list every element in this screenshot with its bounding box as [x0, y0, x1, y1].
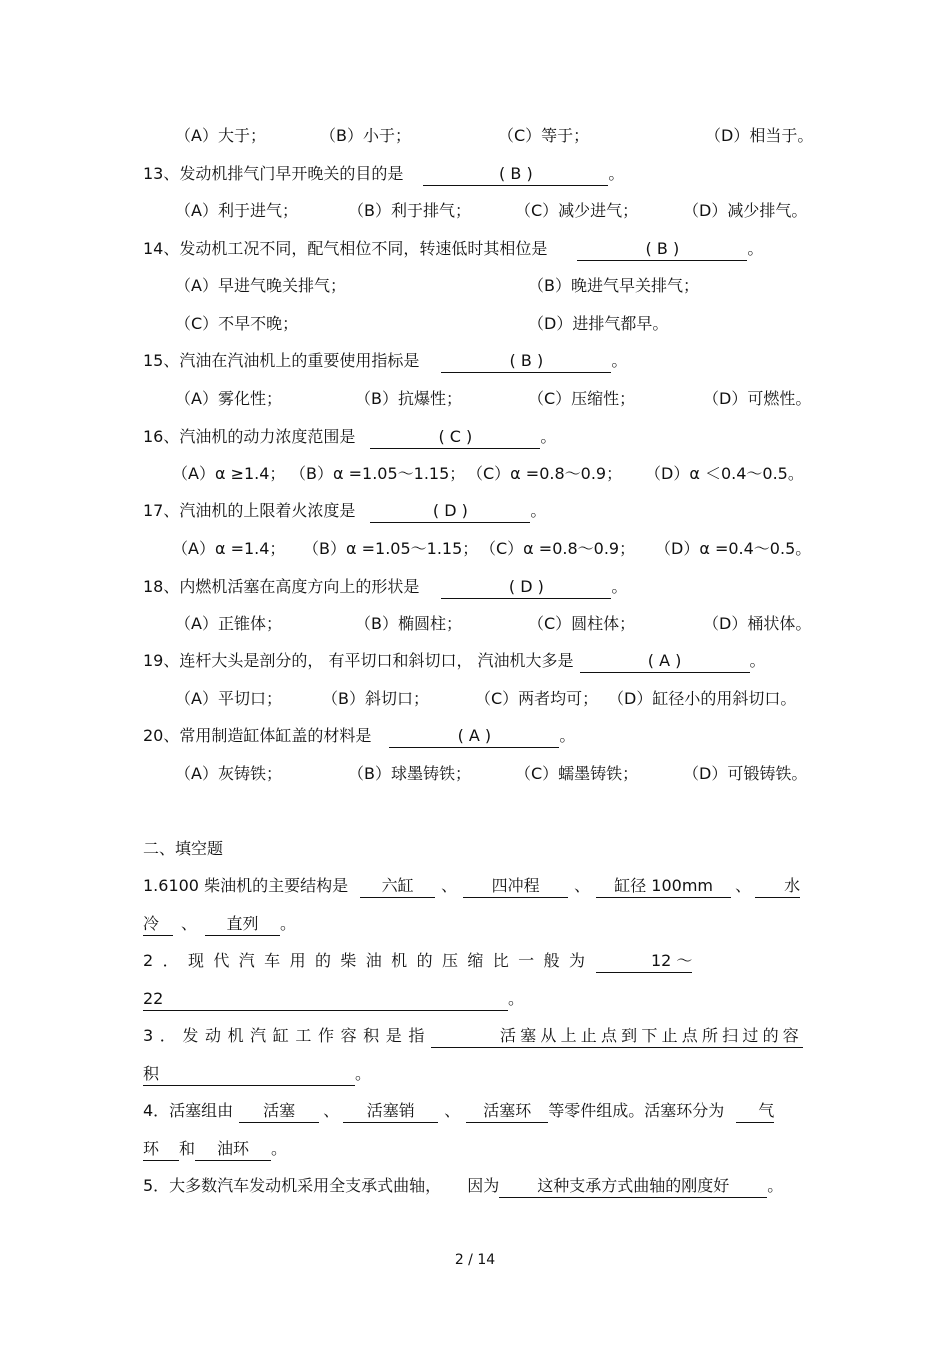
- fill-2-answer-part2: 22: [143, 989, 164, 1008]
- fill-1-end: 。: [280, 914, 297, 933]
- fill-question-2-cont: [143, 986, 524, 1011]
- q19-option-a: （A）平切口；: [175, 689, 282, 708]
- question-16-answer-blank: [370, 426, 540, 449]
- question-14-answer-blank: [577, 238, 747, 261]
- fill-question-1-cont: [143, 911, 296, 936]
- fill-1-answer-2: 四冲程: [491, 876, 540, 895]
- q16-option-c: （C）α =0.8～0.9；: [467, 464, 623, 483]
- question-15-stem: 15、汽油在汽油机上的重要使用指标是: [143, 351, 420, 370]
- q18-option-c: （C）圆柱体；: [528, 614, 636, 633]
- q19-option-d: （D）缸径小的用斜切口。: [608, 689, 797, 708]
- fill-2-blank-cont: [143, 988, 508, 1011]
- fill-1-sep-1: 、: [441, 876, 458, 895]
- fill-3-prefix: 3．发动机汽缸工作容积是指: [143, 1026, 431, 1045]
- fill-4-prefix: 4．活塞组由: [143, 1101, 234, 1120]
- question-18-answer: ( D ): [508, 577, 544, 596]
- question-19-end: 。: [749, 651, 766, 670]
- fill-1-blank-1: [360, 875, 435, 898]
- fill-1-answer-1: 六缸: [381, 876, 414, 895]
- question-18-answer-blank: [441, 576, 611, 599]
- fill-3-answer-part1: 活塞从上止点到下止点所扫过的容: [499, 1026, 803, 1045]
- fill-5-blank: [499, 1175, 767, 1198]
- question-15-end: 。: [611, 351, 628, 370]
- question-17-answer: ( D ): [432, 501, 468, 520]
- fill-2-blank: [596, 950, 692, 973]
- question-17-stem: 17、汽油机的上限着火浓度是: [143, 501, 356, 520]
- q13-option-a: （A）利于进气；: [175, 201, 298, 220]
- fill-4-blank-5: [195, 1138, 271, 1161]
- question-19-answer: ( A ): [647, 651, 682, 670]
- question-18: [143, 574, 627, 599]
- q17-option-d: （D）α =0.4～0.5。: [655, 539, 812, 558]
- fill-1-sep-4: 、: [181, 914, 198, 933]
- question-17-answer-blank: [370, 500, 530, 523]
- question-13-stem: 13、发动机排气门早开晚关的目的是: [143, 164, 404, 183]
- fill-3-answer-part2: 积: [143, 1064, 160, 1083]
- question-14-answer: ( B ): [645, 239, 680, 258]
- question-15-answer-blank: [441, 350, 611, 373]
- fill-4-blank-4: [736, 1100, 774, 1123]
- question-20: [143, 723, 575, 748]
- fill-question-4-cont: [143, 1136, 287, 1161]
- section-title: 二、填空题: [143, 839, 224, 858]
- q17-option-b: （B）α =1.05～1.15；: [303, 539, 479, 558]
- q19-option-b: （B）斜切口；: [322, 689, 429, 708]
- fill-1-answer-5: 直列: [226, 914, 259, 933]
- q13-option-c: （C）减少进气；: [515, 201, 639, 220]
- fill-1-answer-3: 缸径 100mm: [614, 876, 714, 895]
- question-16-answer: ( C ): [438, 427, 473, 446]
- fill-4-middle: 等零件组成。活塞环分为: [548, 1101, 725, 1120]
- question-14: [143, 236, 763, 261]
- question-20-stem: 20、常用制造缸体缸盖的材料是: [143, 726, 372, 745]
- q17-option-a: （A）α =1.4；: [172, 539, 286, 558]
- fill-1-sep-2: 、: [574, 876, 591, 895]
- fill-4-blank-2: [343, 1100, 438, 1123]
- q16-option-d: （D）α ＜0.4～0.5。: [645, 464, 804, 483]
- fill-question-4: [143, 1098, 774, 1123]
- q14-option-a: （A）早进气晚关排气；: [175, 276, 346, 295]
- fill-2-answer-part1: 12 ～: [650, 951, 693, 970]
- question-13: [143, 161, 624, 186]
- q15-option-c: （C）压缩性；: [528, 389, 636, 408]
- q15-option-d: （D）可燃性。: [703, 389, 812, 408]
- fill-4-sep-2: 、: [444, 1101, 461, 1120]
- question-19: [143, 648, 766, 673]
- question-20-answer-blank: [389, 725, 559, 748]
- q13-option-d: （D）减少排气。: [683, 201, 808, 220]
- fill-1-blank-4: [755, 875, 800, 898]
- q18-option-a: （A）正锥体；: [175, 614, 282, 633]
- fill-4-answer-4-part2: 环: [143, 1139, 160, 1158]
- question-16-end: 。: [540, 427, 557, 446]
- q20-option-a: （A）灰铸铁；: [175, 764, 282, 783]
- question-15-answer: ( B ): [509, 351, 544, 370]
- fill-question-2: [143, 948, 692, 973]
- fill-4-answer-2: 活塞销: [366, 1101, 415, 1120]
- fill-1-blank-4-cont: [143, 913, 173, 936]
- question-18-end: 。: [611, 577, 628, 596]
- fill-4-answer-3: 活塞环: [483, 1101, 532, 1120]
- fill-1-prefix: 1.6100 柴油机的主要结构是: [143, 876, 349, 895]
- fill-5-end: 。: [767, 1176, 784, 1195]
- fill-1-blank-3: [596, 875, 731, 898]
- fill-3-blank: [431, 1025, 803, 1048]
- q15-option-b: （B）抗爆性；: [355, 389, 462, 408]
- q18-option-d: （D）桶状体。: [703, 614, 812, 633]
- fill-4-answer-1: 活塞: [263, 1101, 296, 1120]
- fill-1-blank-5: [205, 913, 280, 936]
- question-16: [143, 424, 556, 449]
- fill-5-answer: 这种支承方式曲轴的刚度好: [537, 1176, 730, 1195]
- question-19-stem: 19、连杆大头是剖分的， 有平切口和斜切口， 汽油机大多是: [143, 651, 574, 670]
- question-20-answer: ( A ): [457, 726, 492, 745]
- q12-option-d: （D）相当于。: [705, 126, 814, 145]
- fill-4-sep-1: 、: [323, 1101, 340, 1120]
- fill-1-blank-2: [463, 875, 568, 898]
- question-16-stem: 16、汽油机的动力浓度范围是: [143, 427, 356, 446]
- q19-option-c: （C）两者均可；: [475, 689, 599, 708]
- question-13-answer: ( B ): [499, 164, 533, 183]
- q16-option-b: （B）α =1.05～1.15；: [290, 464, 466, 483]
- fill-question-3: [143, 1023, 803, 1048]
- fill-5-because: 因为: [467, 1176, 500, 1195]
- q14-option-c: （C）不早不晚；: [175, 314, 299, 333]
- fill-4-and: 和: [179, 1139, 196, 1158]
- fill-5-prefix: 5．大多数汽车发动机采用全支承式曲轴，: [143, 1176, 442, 1195]
- question-14-stem: 14、发动机工况不同，配气相位不同，转速低时其相位是: [143, 239, 548, 258]
- fill-1-sep-3: 、: [735, 876, 752, 895]
- fill-4-blank-4-cont: [143, 1138, 179, 1161]
- fill-4-answer-4-part1: 气: [758, 1101, 775, 1120]
- fill-2-end: 。: [508, 989, 525, 1008]
- question-14-end: 。: [747, 239, 764, 258]
- q20-option-b: （B）球墨铸铁；: [348, 764, 471, 783]
- fill-3-end: 。: [355, 1064, 372, 1083]
- fill-4-blank-3: [466, 1100, 548, 1123]
- fill-question-1: [143, 873, 800, 898]
- q18-option-b: （B）椭圆柱；: [355, 614, 462, 633]
- q17-option-c: （C）α =0.8～0.9；: [480, 539, 636, 558]
- question-19-answer-blank: [580, 650, 750, 673]
- page-number: 2 / 14: [454, 1252, 496, 1268]
- q13-option-b: （B）利于排气；: [348, 201, 471, 220]
- question-17: [143, 498, 546, 523]
- q15-option-a: （A）雾化性；: [175, 389, 282, 408]
- q12-option-b: （B）小于；: [320, 126, 411, 145]
- question-20-end: 。: [559, 726, 576, 745]
- question-17-end: 。: [530, 501, 547, 520]
- q12-option-a: （A）大于；: [175, 126, 266, 145]
- fill-4-answer-5: 油环: [217, 1139, 250, 1158]
- q12-option-c: （C）等于；: [498, 126, 590, 145]
- q20-option-c: （C）蠕墨铸铁；: [515, 764, 639, 783]
- fill-4-end: 。: [271, 1139, 288, 1158]
- fill-2-prefix: 2．现代汽车用的柴油机的压缩比一般为: [143, 951, 595, 970]
- question-13-answer-blank: [423, 163, 608, 186]
- q16-option-a: （A）α ≥1.4；: [172, 464, 286, 483]
- q14-option-d: （D）进排气都早。: [528, 314, 669, 333]
- question-13-end: 。: [608, 164, 625, 183]
- q14-option-b: （B）晚进气早关排气；: [528, 276, 699, 295]
- fill-3-blank-cont: [143, 1063, 355, 1086]
- fill-1-answer-4-part2: 冷: [143, 914, 160, 933]
- question-18-stem: 18、内燃机活塞在高度方向上的形状是: [143, 577, 420, 596]
- fill-1-answer-4-part1: 水: [784, 876, 801, 895]
- q20-option-d: （D）可锻铸铁。: [683, 764, 808, 783]
- fill-4-blank-1: [239, 1100, 319, 1123]
- fill-question-5: [143, 1173, 783, 1198]
- question-15: [143, 348, 627, 373]
- fill-question-3-cont: [143, 1061, 371, 1086]
